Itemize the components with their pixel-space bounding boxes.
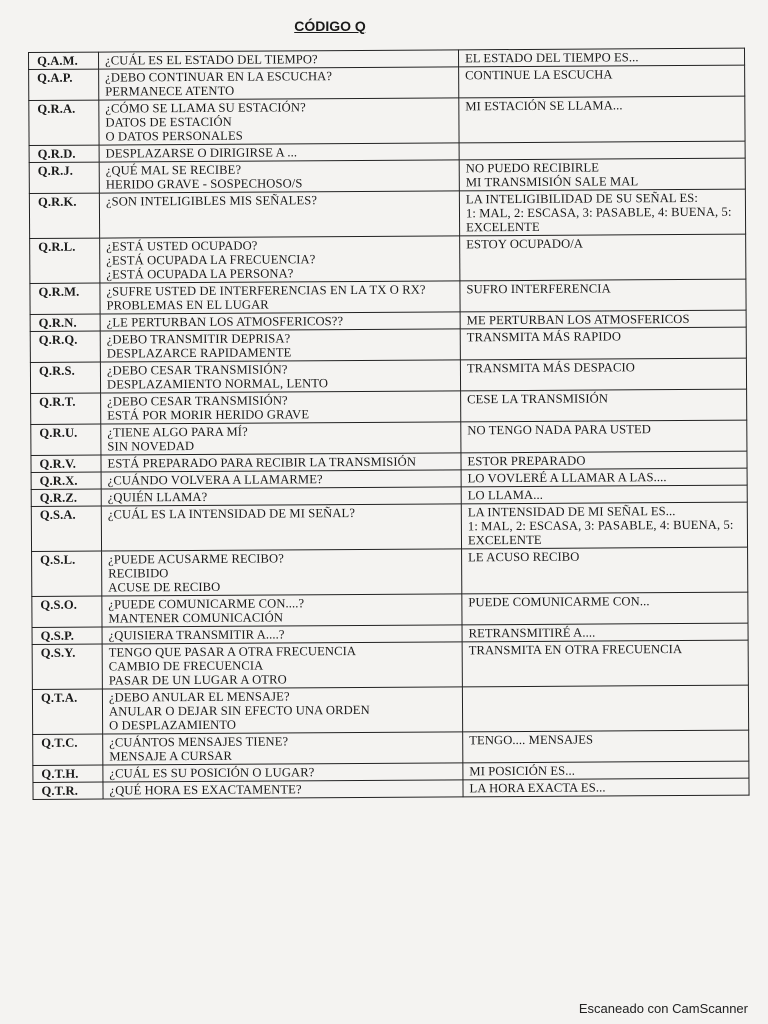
q-code-cell: Q.R.V. [31, 455, 101, 472]
table-row [30, 279, 746, 314]
answer-line: PUEDE COMUNICARME CON... [468, 594, 650, 610]
question-line: PROBLEMAS EN EL LUGAR [106, 297, 269, 313]
question-cell [102, 549, 462, 596]
question-line: ¿QUÉ HORA ES EXACTAMENTE? [109, 782, 302, 798]
question-line: ¿DEBO CESAR TRANSMISIÓN? [106, 362, 288, 378]
q-code-cell: Q.R.N. [30, 314, 100, 331]
answer-cell [459, 141, 745, 160]
question-line: ¿LE PERTURBAN LOS ATMOSFERICOS?? [106, 314, 344, 330]
question-line: PASAR DE UN LUGAR A OTRO [108, 672, 287, 688]
table-row [32, 685, 748, 734]
question-line: DESPLAZARSE O DIRIGIRSE A ... [105, 145, 298, 161]
question-line: PERMANECE ATENTO [105, 83, 235, 99]
question-cell [101, 391, 461, 424]
q-code-cell: Q.T.A. [32, 689, 102, 734]
q-code-table-body [29, 48, 750, 799]
table-row [33, 778, 749, 799]
answer-line: MI POSICIÓN ES... [469, 763, 576, 779]
question-cell [102, 687, 462, 734]
q-code-cell: Q.R.J. [29, 162, 99, 193]
question-cell [103, 763, 463, 782]
question-cell [102, 625, 462, 644]
question-cell [101, 504, 461, 551]
question-line: ¿PUEDE ACUSARME RECIBO? [108, 551, 284, 567]
answer-line: EL ESTADO DEL TIEMPO ES... [465, 50, 639, 66]
answer-cell [459, 65, 745, 98]
q-code-cell: Q.R.Z. [31, 489, 101, 506]
question-line: ¿CUÁL ES SU POSICIÓN O LUGAR? [109, 765, 315, 781]
answer-line: ESTOY OCUPADO/A [466, 236, 584, 252]
document-title: CÓDIGO Q [294, 18, 366, 34]
answer-line: TRANSMITA MÁS DESPACIO [466, 360, 635, 376]
answer-line: LE ACUSO RECIBO [468, 549, 580, 565]
question-line: CAMBIO DE FRECUENCIA [108, 658, 264, 674]
q-code-cell: Q.A.M. [29, 52, 99, 69]
q-code-table [28, 48, 750, 800]
question-line: ¿QUÉ MAL SE RECIBE? [105, 162, 242, 178]
table-row [32, 640, 748, 689]
table-row [30, 234, 746, 283]
question-cell [99, 143, 459, 162]
answer-cell [462, 592, 748, 625]
question-line: DESPLAZAMIENTO NORMAL, LENTO [106, 376, 329, 392]
answer-cell [461, 502, 747, 549]
answer-line: TRANSMITA EN OTRA FRECUENCIA [468, 642, 683, 658]
question-line: HERIDO GRAVE - SOSPECHOSO/S [105, 176, 303, 192]
answer-line [469, 687, 742, 703]
q-code-cell: Q.R.K. [29, 193, 99, 238]
question-line: ¿ESTÁ OCUPADA LA FRECUENCIA? [106, 252, 316, 268]
question-line: MENSAJE A CURSAR [109, 748, 233, 764]
answer-line: LA HORA EXACTA ES... [469, 780, 606, 796]
question-cell [103, 780, 463, 799]
answer-cell [462, 640, 748, 687]
q-code-cell: Q.T.C. [33, 734, 103, 765]
question-line: ¿CUÁNTOS MENSAJES TIENE? [109, 734, 289, 750]
question-line: ¿CUÁNDO VOLVERA A LLAMARME? [107, 472, 323, 488]
q-code-cell: Q.S.L. [32, 551, 102, 596]
answer-cell [463, 761, 749, 780]
answer-line: TRANSMITA MÁS RAPIDO [466, 329, 622, 345]
answer-line: NO PUEDO RECIBIRLE [465, 160, 600, 176]
table-row [32, 592, 748, 627]
q-code-cell: Q.S.O. [32, 596, 102, 627]
answer-line: CESE LA TRANSMISIÓN [467, 391, 609, 407]
answer-line: 1: MAL, 2: ESCASA, 3: PASABLE, 4: BUENA, 5: EXCELENTE [465, 204, 732, 235]
question-line: ¿CÓMO SE LLAMA SU ESTACIÓN? [105, 100, 306, 116]
camscanner-footer: Escaneado con CamScanner [578, 1001, 748, 1016]
question-line: MANTENER COMUNICACIÓN [108, 610, 284, 626]
q-code-cell: Q.R.U. [31, 424, 101, 455]
answer-cell [461, 485, 747, 504]
answer-line: MI TRANSMISIÓN SALE MAL [465, 174, 639, 190]
question-cell [100, 236, 460, 283]
answer-line: LA INTELIGIBILIDAD DE SU SEÑAL ES: [465, 190, 698, 207]
q-code-cell: Q.T.H. [33, 765, 103, 782]
question-line: ESTÁ PREPARADO PARA RECIBIR LA TRANSMISIÓN [107, 454, 417, 471]
answer-cell [460, 358, 746, 391]
question-cell [102, 642, 462, 689]
answer-line: SUFRO INTERFERENCIA [466, 281, 611, 297]
answer-line: LA INTENSIDAD DE MI SEÑAL ES... [467, 504, 676, 520]
question-line: ¿TIENE ALGO PARA MÍ? [107, 424, 248, 440]
answer-cell [459, 96, 745, 143]
question-cell [100, 281, 460, 314]
answer-line: LO VOVLERÉ A LLAMAR A LAS.... [467, 470, 667, 486]
table-row [30, 358, 746, 393]
question-line: ¿QUIÉN LLAMA? [107, 489, 208, 505]
answer-line [466, 143, 739, 159]
question-line: DESPLAZARCE RAPIDAMENTE [106, 345, 292, 361]
question-line: TENGO QUE PASAR A OTRA FRECUENCIA [108, 644, 357, 660]
answer-line: 1: MAL, 2: ESCASA, 3: PASABLE, 4: BUENA, 5: EXCELENTE [467, 517, 734, 548]
answer-cell [458, 48, 744, 67]
answer-cell [460, 279, 746, 312]
question-line: ESTÁ POR MORIR HERIDO GRAVE [107, 407, 310, 423]
question-cell [101, 470, 461, 489]
question-line: ¿CUÁL ES EL ESTADO DEL TIEMPO? [105, 52, 318, 68]
answer-cell [463, 778, 749, 797]
question-cell [102, 594, 462, 627]
q-code-cell: Q.R.A. [29, 100, 99, 145]
table-row [32, 547, 748, 596]
q-code-cell: Q.R.D. [29, 145, 99, 162]
question-cell [101, 422, 461, 455]
q-code-cell: Q.R.X. [31, 472, 101, 489]
table-row [29, 189, 745, 238]
answer-cell [460, 310, 746, 329]
q-code-cell: Q.S.Y. [32, 644, 102, 689]
question-cell [101, 487, 461, 506]
table-row [29, 65, 745, 100]
question-line: ACUSE DE RECIBO [108, 579, 221, 595]
answer-cell [461, 468, 747, 487]
question-line: ¿DEBO CESAR TRANSMISIÓN? [107, 393, 288, 409]
answer-line: MI ESTACIÓN SE LLAMA... [465, 98, 623, 114]
answer-line: TENGO.... MENSAJES [469, 732, 594, 748]
answer-cell [460, 234, 746, 281]
q-code-cell: Q.R.M. [30, 283, 100, 314]
question-line: ¿ESTÁ USTED OCUPADO? [106, 238, 258, 254]
answer-cell [459, 189, 745, 236]
table-row [29, 96, 745, 145]
question-line: ¿CUÁL ES LA INTENSIDAD DE MI SEÑAL? [107, 506, 356, 522]
question-line: O DESPLAZAMIENTO [109, 717, 237, 733]
answer-line: RETRANSMITIRÉ A.... [468, 625, 596, 641]
question-cell [101, 453, 461, 472]
answer-cell [460, 327, 746, 360]
q-code-cell: Q.A.P. [29, 69, 99, 100]
answer-line: ME PERTURBAN LOS ATMOSFERICOS [466, 311, 690, 328]
question-cell [100, 329, 460, 362]
table-row [33, 730, 749, 765]
answer-line: ESTOR PREPARADO [467, 453, 586, 469]
q-code-cell: Q.R.S. [30, 362, 100, 393]
question-cell [99, 67, 459, 100]
q-code-cell: Q.R.Q. [30, 331, 100, 362]
question-line: ¿PUEDE COMUNICARME CON....? [108, 596, 305, 612]
table-row [31, 420, 747, 455]
table-row [29, 158, 745, 193]
question-cell [99, 50, 459, 69]
question-line: RECIBIDO [108, 566, 169, 581]
question-line: DATOS DE ESTACIÓN [105, 114, 232, 130]
answer-cell [462, 547, 748, 594]
answer-cell [463, 730, 749, 763]
table-row [30, 327, 746, 362]
question-line: ¿SON INTELIGIBLES MIS SEÑALES? [105, 193, 318, 209]
question-line: ¿ESTÁ OCUPADA LA PERSONA? [106, 266, 294, 282]
q-code-cell: Q.T.R. [33, 782, 103, 799]
question-cell [99, 191, 459, 238]
q-code-cell: Q.S.P. [32, 627, 102, 644]
question-line: ¿DEBO TRANSMITIR DEPRISA? [106, 331, 291, 347]
answer-cell [459, 158, 745, 191]
question-line: ¿SUFRE USTED DE INTERFERENCIAS EN LA TX O RX? [106, 282, 426, 299]
answer-cell [462, 623, 748, 642]
answer-cell [462, 685, 748, 732]
table-row [31, 389, 747, 424]
answer-line: NO TENGO NADA PARA USTED [467, 422, 651, 438]
q-code-cell: Q.R.L. [30, 238, 100, 283]
q-code-cell: Q.R.T. [31, 393, 101, 424]
answer-line: CONTINUE LA ESCUCHA [465, 67, 613, 83]
answer-line: LO LLAMA... [467, 487, 544, 503]
question-cell [100, 360, 460, 393]
question-cell [103, 732, 463, 765]
question-line: O DATOS PERSONALES [105, 128, 243, 144]
answer-cell [461, 420, 747, 453]
answer-cell [461, 389, 747, 422]
question-line: SIN NOVEDAD [107, 438, 195, 454]
question-cell [100, 312, 460, 331]
question-line: ¿QUISIERA TRANSMITIR A....? [108, 627, 285, 643]
q-code-cell: Q.S.A. [31, 506, 101, 551]
question-line: ¿DEBO CONTINUAR EN LA ESCUCHA? [105, 69, 333, 85]
question-cell [99, 98, 459, 145]
question-line: ¿DEBO ANULAR EL MENSAJE? [108, 689, 290, 705]
question-cell [99, 160, 459, 193]
answer-cell [461, 451, 747, 470]
question-line: ANULAR O DEJAR SIN EFECTO UNA ORDEN [108, 702, 370, 719]
table-row [31, 502, 747, 551]
